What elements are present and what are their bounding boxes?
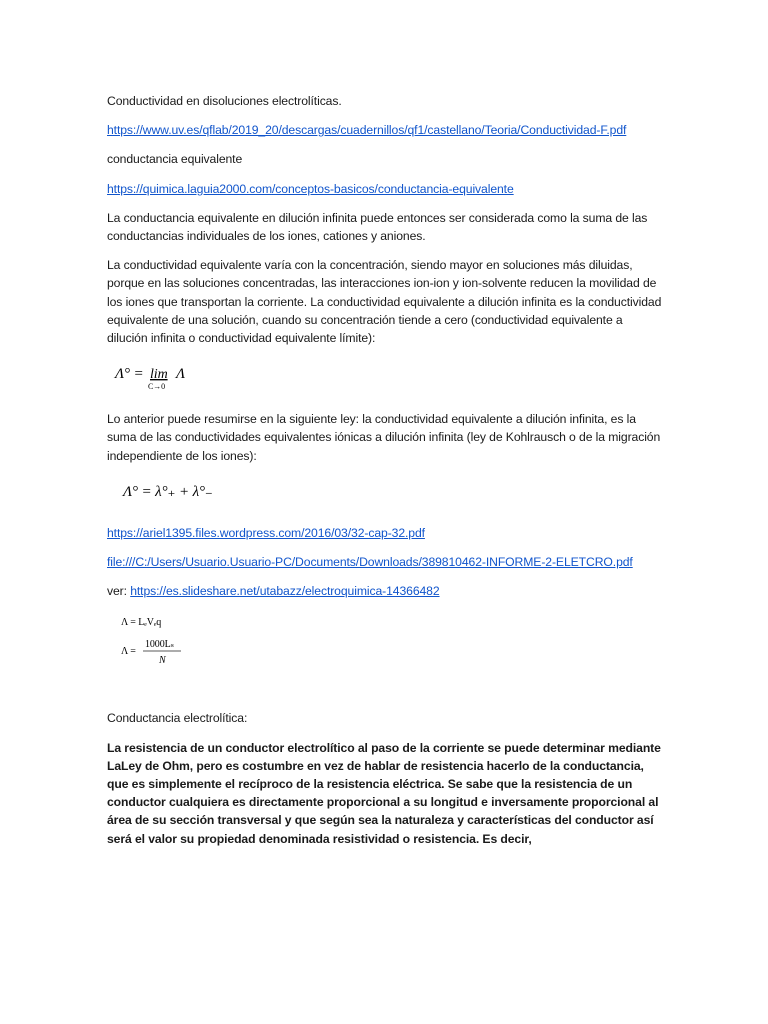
formula-kohlrausch-graphic <box>121 476 261 512</box>
section-heading-conductividad: Conductividad en disoluciones electrolíticas. <box>107 94 342 108</box>
formula-limit-lim: lim <box>150 367 168 383</box>
formula-limit-lhs: Λ° = <box>115 366 144 383</box>
formula-limit-graphic <box>113 358 233 398</box>
document-body <box>107 92 663 859</box>
link-laguia2000[interactable]: https://quimica.laguia2000.com/conceptos-basicos/conductancia-equivalente <box>107 181 514 196</box>
link-ariel1395[interactable]: https://ariel1395.files.wordpress.com/2016/03/32-cap-32.pdf <box>107 525 425 540</box>
formula-kohlrausch-text: Λ° = λ°₊ + λ°₋ <box>123 483 213 500</box>
formula-conductancia-graphic <box>119 611 239 675</box>
formula-limit-rhs: Λ <box>176 366 185 383</box>
link-uv-conductividad[interactable]: https://www.uv.es/qflab/2019_20/descargas/cuadernillos/qf1/castellano/Teoria/Conductividad-F.pdf <box>107 123 627 138</box>
formula-conductancia-line1: Λ = LₑVₑq <box>121 617 162 629</box>
ver-label: ver: <box>107 584 131 599</box>
paragraph-conductividad-equivalente: La conductividad equivalente varía con la concentración, siendo mayor en soluciones más diluidas, porque en las soluciones concentradas, las interacciones ion-ion y ion-solvente reducen la movilidad de los iones que transportan la corriente. La conductividad equivalente a dilución infinita es la conductividad equivalente de una solución, cuando su concentración tiende a cero (conductividad equivalente a dilución infinita o conductividad equivalente límite): <box>107 258 662 346</box>
formula-conductancia <box>107 611 663 675</box>
formula-conductancia-num: 1000Lₛ <box>145 639 174 651</box>
formula-conductancia-lhs: Λ = <box>121 646 136 658</box>
section-heading-conductancia-electrolitica: Conductancia electrolítica: <box>107 711 248 726</box>
link-local-informe[interactable]: file:///C:/Users/Usuario.Usuario-PC/Documents/Downloads/389810462-INFORME-2-ELETCRO.pdf <box>107 555 633 570</box>
formula-kohlrausch <box>107 476 663 512</box>
section-heading-conductancia-equivalente: conductancia equivalente <box>107 152 243 167</box>
formula-conductancia-den: N <box>159 655 166 667</box>
paragraph-resistencia: La resistencia de un conductor electrolítico al paso de la corriente se puede determinar mediante LaLey de Ohm, pero es costumbre en vez de hablar de resistencia hacerlo de la conductancia, que es simplemente el recíproco de la resistencia eléctrica. Se sabe que la resistencia de un conductor cualquiera es directamente proporcional a su longitud e inversamente proporcional al área de su sección transversal y que según sea la naturaleza y características del conductor así será el valor su propiedad denominada resistividad o resistencia. Es decir, <box>107 740 661 846</box>
formula-limit-sub: C→0 <box>148 382 166 392</box>
link-slideshare[interactable]: https://es.slideshare.net/utabazz/electroquimica-14366482 <box>130 584 440 599</box>
paragraph-dilucion-infinita: La conductancia equivalente en dilución infinita puede entonces ser considerada como la suma de las conductancias individuales de los iones, cationes y aniones. <box>107 210 648 244</box>
paragraph-ley-kohlrausch: Lo anterior puede resumirse en la siguiente ley: la conductividad equivalente a dilución infinita, es la suma de las conductividades equivalentes iónicas a dilución infinita (ley de Kohlrausch o de la migración independiente de los iones): <box>107 412 661 463</box>
formula-limit <box>107 358 663 398</box>
